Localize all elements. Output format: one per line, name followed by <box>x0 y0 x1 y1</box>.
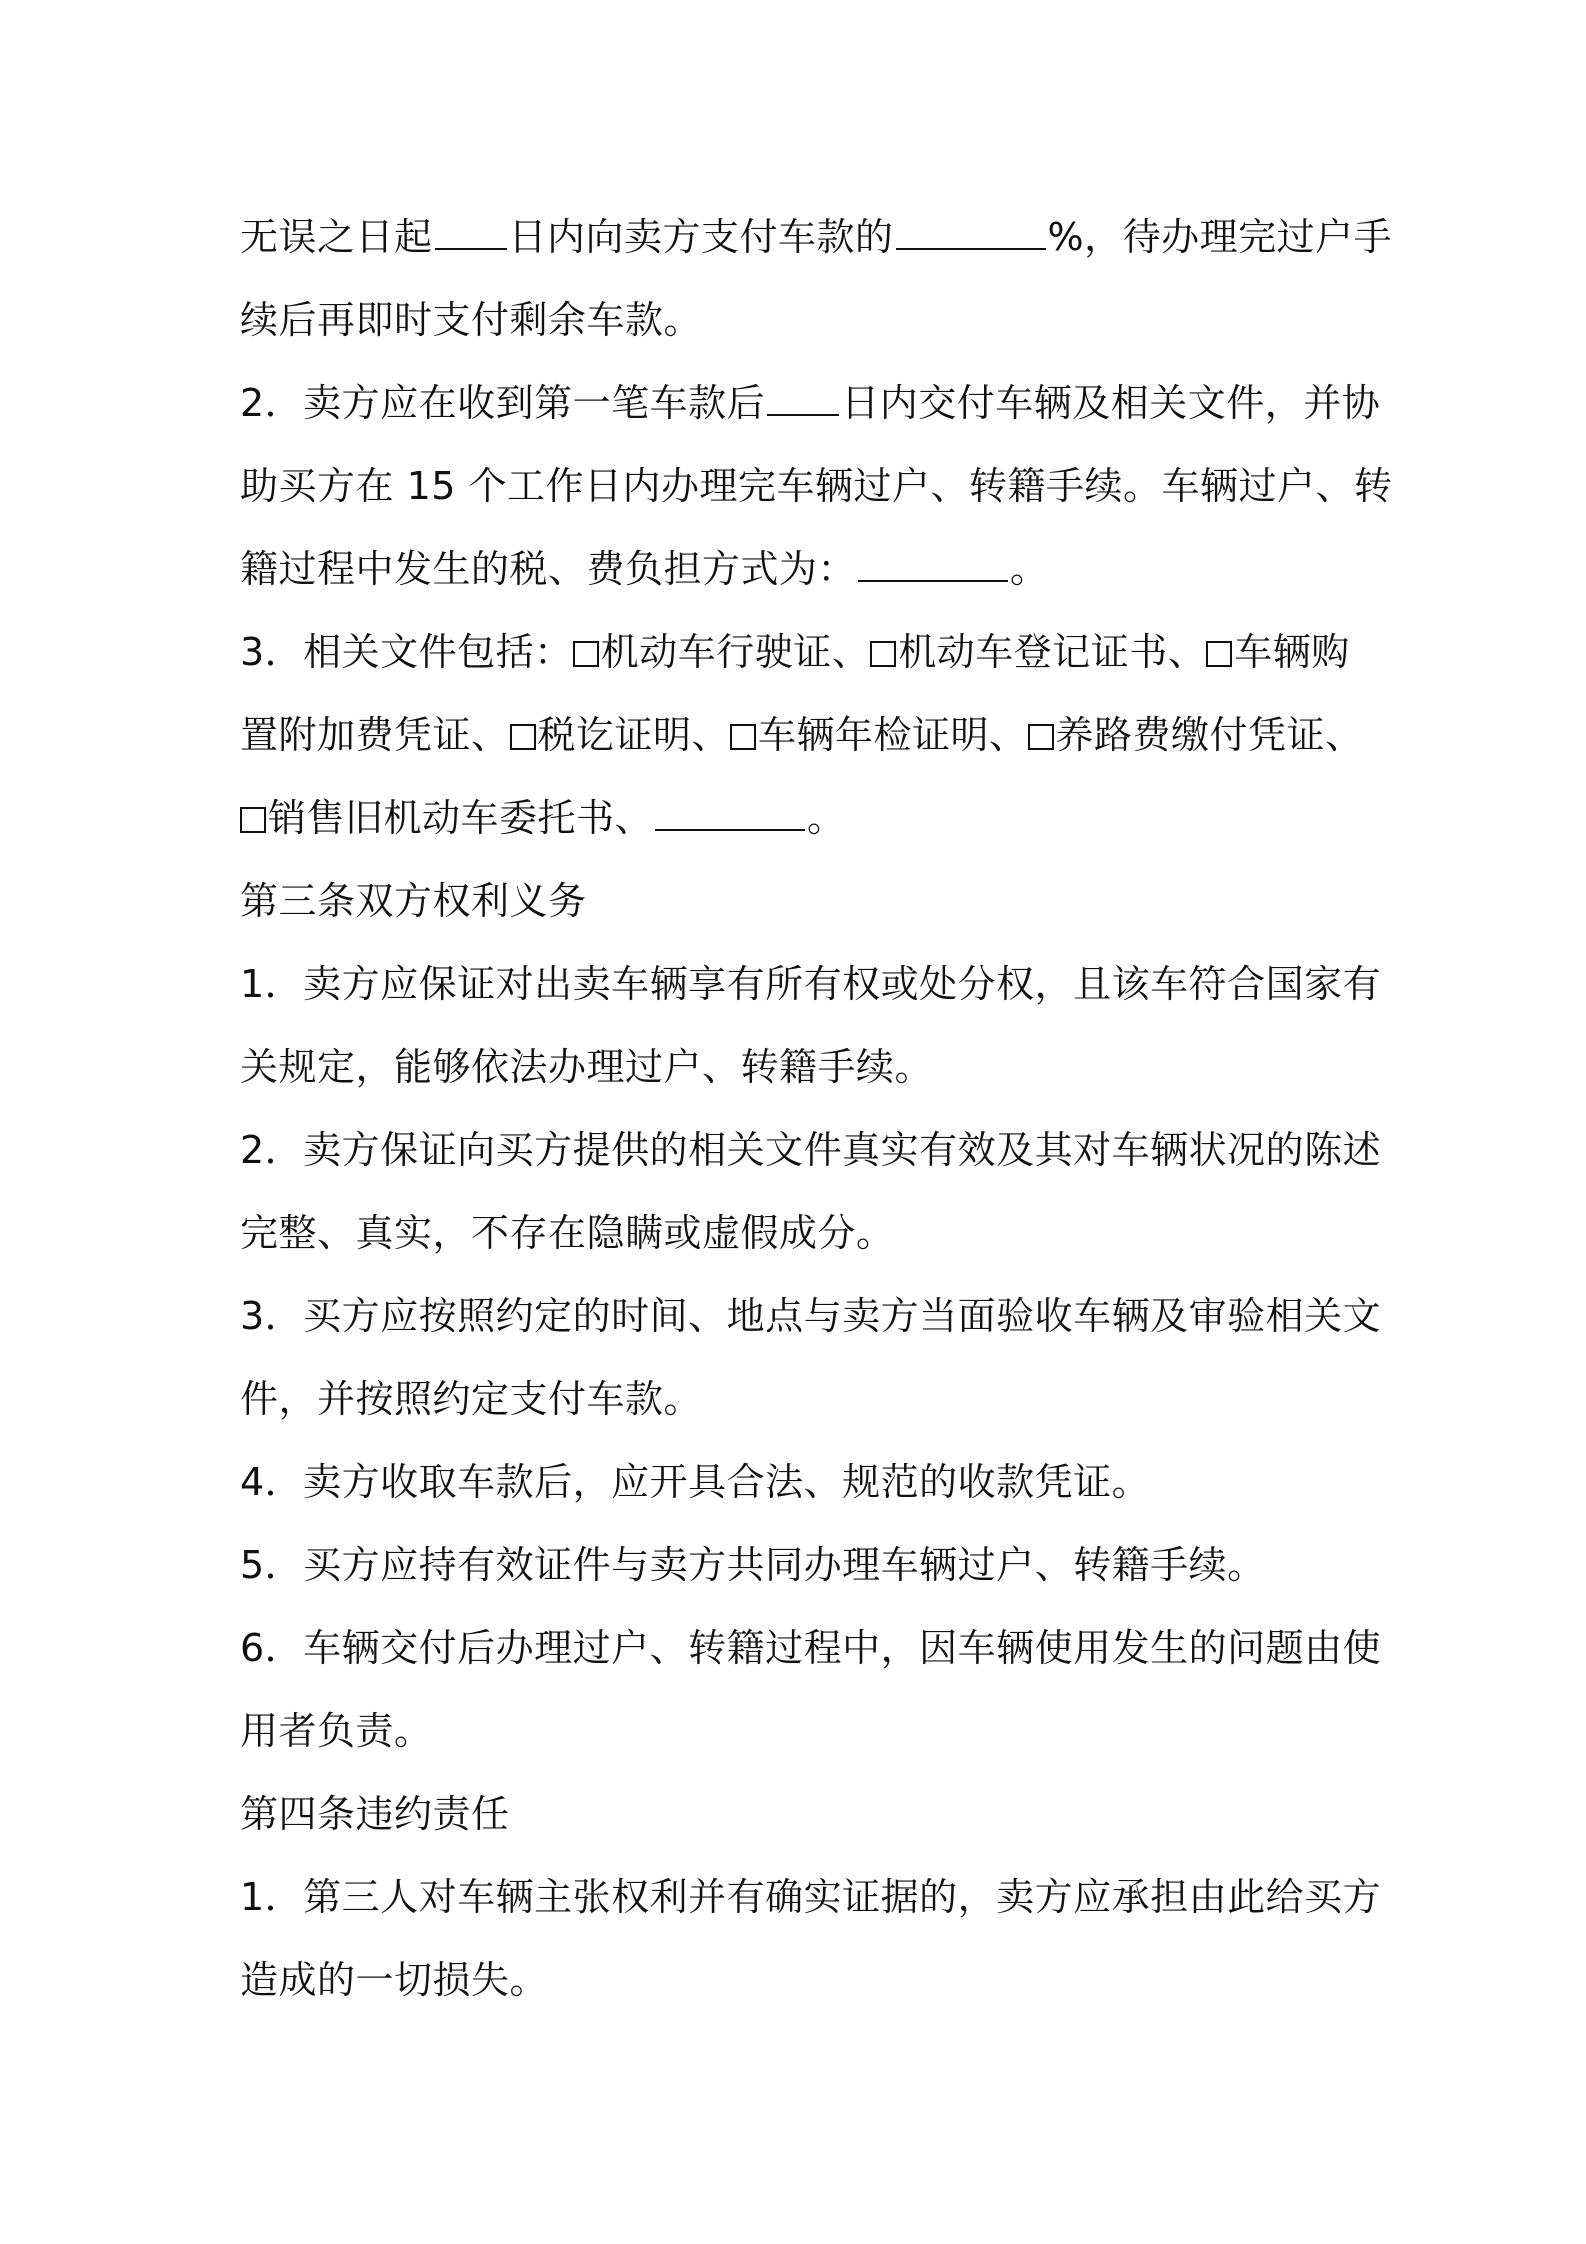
payment-line-2 <box>240 279 1360 362</box>
documents-text-c: 机动车登记证书、 <box>898 630 1207 674</box>
article-3-item-2-line-2: 完整、真实，不存在隐瞒或虚假成分。 <box>240 1211 895 1255</box>
checkbox-icon <box>573 641 599 667</box>
article-3-item-5: 5．买方应持有效证件与卖方共同办理车辆过户、转籍手续。 <box>240 1543 1266 1587</box>
documents-text-f: 税讫证明、 <box>537 713 731 757</box>
documents-text-d: 车辆购 <box>1234 630 1350 674</box>
article-3-heading: 第三条双方权利义务 <box>240 879 587 923</box>
payment-line-1 <box>240 196 1393 279</box>
article-3-item-4: 4．卖方收取车款后，应开具合法、规范的收款凭证。 <box>240 1460 1151 1504</box>
days-blank <box>435 220 507 250</box>
delivery-line-2 <box>240 445 1393 528</box>
documents-text-g: 车辆年检证明、 <box>758 713 1028 757</box>
other-documents-blank <box>655 801 805 831</box>
documents-text-j: 。 <box>807 796 846 840</box>
checkbox-icon <box>510 724 536 750</box>
article-3-item-1-line-1: 1．卖方应保证对出卖车辆享有所有权或处分权，且该车符合国家有 <box>240 962 1382 1006</box>
payment-text-a: 无误之日起 <box>240 215 433 259</box>
checkbox-icon <box>730 724 756 750</box>
article-3-item-1-line-2: 关规定，能够依法办理过户、转籍手续。 <box>240 1045 934 1089</box>
delivery-days-blank <box>767 386 839 416</box>
documents-text-a: 3．相关文件包括： <box>240 630 573 674</box>
delivery-text-e: 。 <box>1010 547 1049 591</box>
article-3-item-3-line-2: 件，并按照约定支付车款。 <box>240 1377 703 1421</box>
article-3-item-2-line-1: 2．卖方保证向买方提供的相关文件真实有效及其对车辆状况的陈述 <box>240 1128 1382 1172</box>
article-3-item-6-line-2: 用者负责。 <box>240 1709 433 1753</box>
documents-line-2 <box>240 694 1364 777</box>
checkbox-icon <box>240 807 266 833</box>
delivery-line-1 <box>240 362 1381 445</box>
article-4-heading: 第四条违约责任 <box>240 1792 510 1836</box>
payment-text-c: %，待办理完过户手 <box>1047 215 1393 259</box>
payment-text-d: 续后再即时支付剩余车款。 <box>240 298 703 342</box>
article-3-item-3-line-1: 3．买方应按照约定的时间、地点与卖方当面验收车辆及审验相关文 <box>240 1294 1382 1338</box>
documents-line-3 <box>240 777 1360 860</box>
documents-text-i: 销售旧机动车委托书、 <box>268 796 654 840</box>
documents-text-b: 机动车行驶证、 <box>600 630 871 674</box>
documents-line-1 <box>240 611 1360 694</box>
payment-text-b: 日内向卖方支付车款的 <box>508 215 894 259</box>
checkbox-icon <box>1028 724 1054 750</box>
delivery-text-b: 日内交付车辆及相关文件，并协 <box>841 381 1381 425</box>
delivery-text-d: 籍过程中发生的税、费负担方式为： <box>240 547 857 591</box>
checkbox-icon <box>1206 641 1232 667</box>
fee-method-blank <box>858 552 1008 582</box>
percent-blank <box>896 220 1046 250</box>
article-4-item-1-line-2: 造成的一切损失。 <box>240 1958 549 2002</box>
article-3-item-6-line-1: 6．车辆交付后办理过户、转籍过程中，因车辆使用发生的问题由使 <box>240 1626 1382 1670</box>
contract-page <box>240 196 1393 2022</box>
article-4-item-1-line-1: 1．第三人对车辆主张权利并有确实证据的，卖方应承担由此给买方 <box>240 1875 1382 1919</box>
delivery-line-3 <box>240 528 1360 611</box>
documents-text-h: 养路费缴付凭证、 <box>1055 713 1364 757</box>
checkbox-icon <box>870 641 896 667</box>
delivery-text-c: 助买方在 15 个工作日内办理完车辆过户、转籍手续。车辆过户、转 <box>240 464 1393 508</box>
delivery-text-a: 2．卖方应在收到第一笔车款后 <box>240 381 766 425</box>
documents-text-e: 置附加费凭证、 <box>240 713 510 757</box>
